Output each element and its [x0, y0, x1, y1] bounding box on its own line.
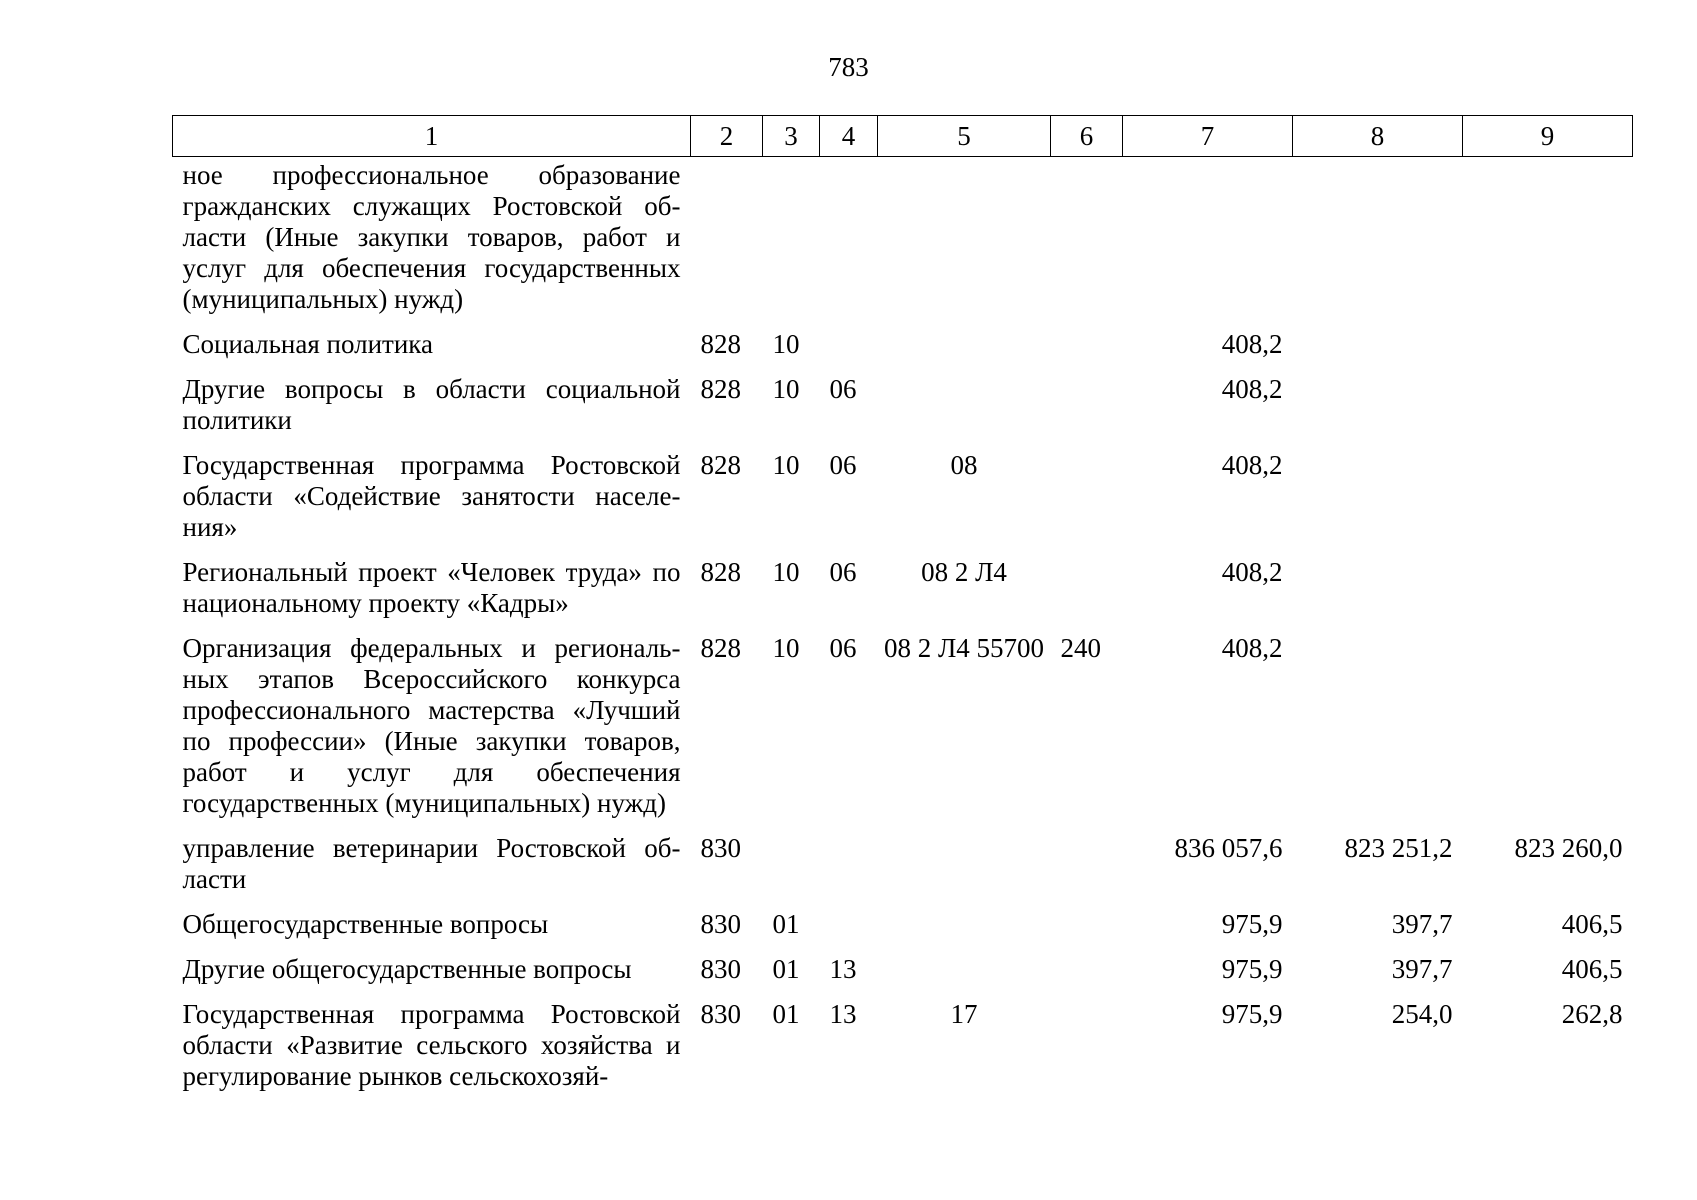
table-row: [173, 157, 1633, 324]
cell-amount-9: [1463, 368, 1633, 444]
header-row: [173, 116, 1633, 157]
column-header-3: 3: [763, 116, 820, 157]
cell-amount-9: 406,5: [1561, 909, 1623, 939]
cell-target-item: 08: [950, 450, 978, 480]
cell-amount-8: 254,0: [1391, 999, 1453, 1029]
cell-ministry: 830: [700, 909, 741, 939]
cell-amount-7: 408,2: [1221, 450, 1283, 480]
cell-amount-9: [1463, 551, 1633, 627]
cell-expense-type: 240: [1060, 633, 1101, 663]
column-header-9: 9: [1463, 116, 1633, 157]
row-name: Региональный проект «Человек труда» по национальному проекту «Кадры»: [182, 557, 681, 618]
cell-target-item: 17: [950, 999, 978, 1029]
row-name: Социальная политика: [182, 329, 433, 359]
cell-amount-7: 408,2: [1221, 374, 1283, 404]
cell-amount-7: 408,2: [1221, 329, 1283, 359]
cell-ministry: 828: [700, 557, 741, 587]
cell-subsection: [820, 827, 878, 903]
cell-amount-9: [1463, 444, 1633, 551]
cell-target-item: [878, 368, 1051, 444]
cell-amount-8: [1293, 368, 1463, 444]
row-name: Другие общегосударственные вопросы: [182, 954, 632, 984]
cell-section: 01: [772, 909, 800, 939]
cell-expense-type: [1051, 827, 1123, 903]
cell-expense-type: [1051, 368, 1123, 444]
table-row: [173, 551, 1633, 627]
cell-target-item: [878, 157, 1051, 324]
cell-section: 01: [772, 999, 800, 1029]
cell-ministry: 828: [700, 329, 741, 359]
cell-ministry: 830: [700, 833, 741, 863]
cell-amount-8: 397,7: [1391, 909, 1453, 939]
cell-subsection: 06: [829, 374, 857, 404]
cell-subsection: [820, 323, 878, 368]
cell-amount-7: 408,2: [1221, 633, 1283, 663]
row-name: управление ветеринарии Ростовской области: [182, 833, 681, 894]
budget-table: [172, 115, 1633, 1100]
cell-amount-8: 823 251,2: [1344, 833, 1453, 863]
cell-target-item: [878, 948, 1051, 993]
cell-subsection: 13: [829, 999, 857, 1029]
cell-amount-9: [1463, 627, 1633, 827]
cell-expense-type: [1051, 948, 1123, 993]
cell-ministry: 828: [700, 633, 741, 663]
table-row: [173, 627, 1633, 827]
cell-subsection: 06: [829, 557, 857, 587]
cell-amount-8: [1293, 157, 1463, 324]
column-header-8: 8: [1293, 116, 1463, 157]
cell-expense-type: [1051, 903, 1123, 948]
column-header-7: 7: [1123, 116, 1293, 157]
cell-section: [763, 827, 820, 903]
cell-amount-8: [1293, 323, 1463, 368]
row-name: Государственная программа Ростовской области «Развитие сельского хозяйства и регулирование рынков сельскохозяй-: [182, 999, 681, 1091]
column-header-1: 1: [173, 116, 691, 157]
cell-section: 10: [772, 374, 800, 404]
cell-section: 10: [772, 633, 800, 663]
cell-subsection: 06: [829, 450, 857, 480]
cell-amount-7: 836 057,6: [1174, 833, 1283, 863]
cell-ministry: [691, 157, 763, 324]
table-row: [173, 903, 1633, 948]
cell-expense-type: [1051, 551, 1123, 627]
cell-expense-type: [1051, 157, 1123, 324]
column-header-4: 4: [820, 116, 878, 157]
column-header-5: 5: [878, 116, 1051, 157]
cell-amount-8: [1293, 627, 1463, 827]
cell-amount-8: 397,7: [1391, 954, 1453, 984]
cell-ministry: 830: [700, 954, 741, 984]
cell-section: 10: [772, 329, 800, 359]
column-header-6: 6: [1051, 116, 1123, 157]
cell-amount-7: [1123, 157, 1293, 324]
cell-subsection: 06: [829, 633, 857, 663]
cell-subsection: [820, 903, 878, 948]
cell-target-item: [878, 323, 1051, 368]
cell-target-item: 08 2 Л4 55700: [883, 633, 1045, 663]
cell-amount-7: 975,9: [1221, 909, 1283, 939]
table-body: [173, 157, 1633, 1101]
cell-ministry: 828: [700, 374, 741, 404]
cell-ministry: 830: [700, 999, 741, 1029]
cell-amount-9: 823 260,0: [1514, 833, 1623, 863]
table-row: [173, 948, 1633, 993]
row-name: ное профессиональное образование гражданских служащих Ростовской области (Иные закупки товаров, работ и услуг для обеспечения государственных (муниципальных) нужд): [182, 160, 681, 314]
cell-section: 10: [772, 557, 800, 587]
cell-target-item: [878, 903, 1051, 948]
cell-amount-9: 262,8: [1561, 999, 1623, 1029]
row-name: Общегосударственные вопросы: [182, 909, 549, 939]
table-row: [173, 368, 1633, 444]
cell-amount-9: [1463, 323, 1633, 368]
cell-expense-type: [1051, 444, 1123, 551]
cell-subsection: 13: [829, 954, 857, 984]
cell-section: [763, 157, 820, 324]
cell-section: 01: [772, 954, 800, 984]
cell-expense-type: [1051, 323, 1123, 368]
cell-target-item: 08 2 Л4: [921, 557, 1007, 587]
row-name: Государственная программа Ростовской области «Содействие занятости населения»: [182, 450, 681, 542]
cell-subsection: [820, 157, 878, 324]
column-header-2: 2: [691, 116, 763, 157]
cell-ministry: 828: [700, 450, 741, 480]
cell-section: 10: [772, 450, 800, 480]
cell-amount-9: 406,5: [1561, 954, 1623, 984]
table-row: [173, 827, 1633, 903]
cell-target-item: [878, 827, 1051, 903]
cell-expense-type: [1051, 993, 1123, 1100]
cell-amount-7: 975,9: [1221, 999, 1283, 1029]
table-row: [173, 323, 1633, 368]
table-header: [173, 116, 1633, 157]
cell-amount-8: [1293, 444, 1463, 551]
row-name: Организация федеральных и региональных этапов Всероссийского конкурса профессионального мастерства «Лучший по профессии» (Иные закупки товаров, работ и услуг для обеспечения государственных (муниципальных) нужд): [182, 633, 681, 818]
cell-amount-8: [1293, 551, 1463, 627]
cell-amount-9: [1463, 157, 1633, 324]
table-row: [173, 444, 1633, 551]
row-name: Другие вопросы в области социальной политики: [182, 374, 681, 435]
cell-amount-7: 975,9: [1221, 954, 1283, 984]
page-number: 783: [828, 52, 869, 82]
cell-amount-7: 408,2: [1221, 557, 1283, 587]
table-row: [173, 993, 1633, 1100]
